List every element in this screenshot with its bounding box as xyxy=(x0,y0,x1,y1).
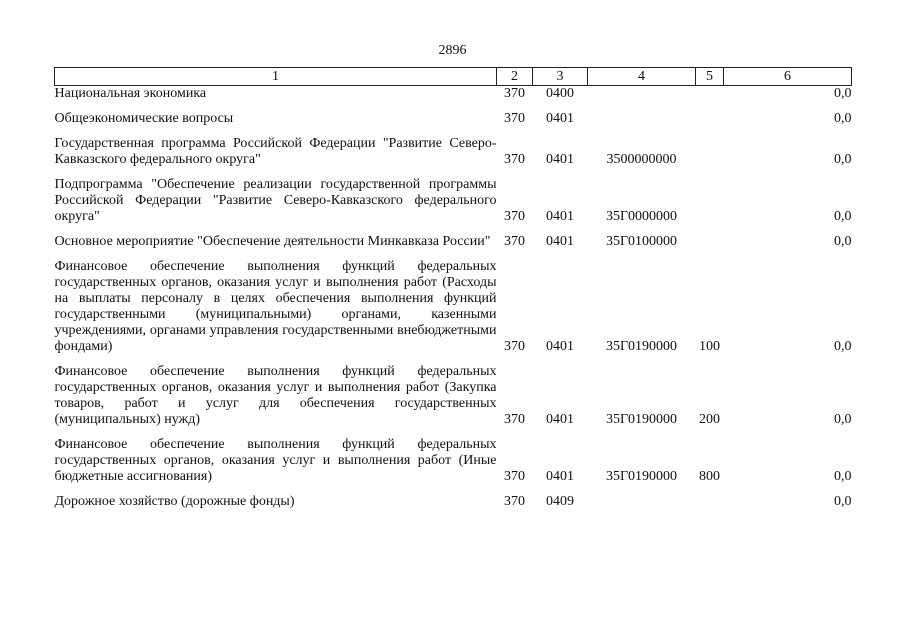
table-row xyxy=(55,494,852,510)
table-row xyxy=(55,234,852,250)
row-target-article xyxy=(588,86,696,103)
row-amount: 0,0 xyxy=(834,469,852,484)
row-amount: 0,0 xyxy=(834,339,852,354)
row-gr-code: 370 xyxy=(504,494,525,509)
row-expense-type xyxy=(696,111,724,127)
row-gr-code: 370 xyxy=(504,111,525,126)
row-gr-code: 370 xyxy=(504,152,525,167)
row-section-code: 0400 xyxy=(546,86,574,101)
row-spacer xyxy=(55,250,852,259)
row-spacer xyxy=(55,168,852,177)
row-target-article: 35Г0100000 xyxy=(605,234,678,249)
row-target-article: 35Г0000000 xyxy=(605,209,678,224)
row-spacer xyxy=(55,127,852,136)
table-row xyxy=(55,136,852,168)
header-col-1: 1 xyxy=(55,68,497,86)
row-amount: 0,0 xyxy=(834,111,852,126)
row-expense-type xyxy=(696,136,724,168)
row-name: Национальная экономика xyxy=(54,86,207,101)
row-target-article xyxy=(588,494,696,510)
row-amount: 0,0 xyxy=(834,152,852,167)
header-col-2: 2 xyxy=(497,68,533,86)
row-amount: 0,0 xyxy=(834,412,852,427)
table-header-row xyxy=(55,68,852,86)
row-section-code: 0401 xyxy=(546,339,574,354)
row-target-article: 35Г0190000 xyxy=(605,339,678,354)
row-expense-type: 800 xyxy=(699,469,720,484)
row-section-code: 0401 xyxy=(546,412,574,427)
row-gr-code: 370 xyxy=(504,234,525,249)
row-gr-code: 370 xyxy=(504,469,525,484)
row-name: Финансовое обеспечение выполнения функций федеральных государственных органов, оказания услуг и выполнения работ (Закупка товаров, работ и услуг для обеспечения государственных (муниципальных) нужд) xyxy=(54,364,497,427)
table-row xyxy=(55,177,852,225)
row-amount: 0,0 xyxy=(834,86,852,101)
row-spacer xyxy=(55,225,852,234)
row-section-code: 0401 xyxy=(546,209,574,224)
row-gr-code: 370 xyxy=(504,339,525,354)
row-expense-type: 200 xyxy=(699,412,720,427)
row-name: Финансовое обеспечение выполнения функций федеральных государственных органов, оказания услуг и выполнения работ (Иные бюджетные ассигнования) xyxy=(54,437,497,484)
row-gr-code: 370 xyxy=(504,412,525,427)
row-expense-type: 100 xyxy=(699,339,720,354)
row-name: Подпрограмма "Обеспечение реализации государственной программы Российской Федерации "Развитие Северо-Кавказского федерального округа" xyxy=(54,177,497,224)
header-col-5: 5 xyxy=(696,68,724,86)
table-row xyxy=(55,437,852,485)
row-amount: 0,0 xyxy=(834,234,852,249)
row-name: Общеэкономические вопросы xyxy=(54,111,234,126)
row-section-code: 0401 xyxy=(546,234,574,249)
row-spacer xyxy=(55,428,852,437)
row-target-article: 3500000000 xyxy=(606,152,677,167)
row-expense-type xyxy=(696,494,724,510)
row-spacer xyxy=(55,485,852,494)
row-section-code: 0401 xyxy=(546,469,574,484)
row-name: Дорожное хозяйство (дорожные фонды) xyxy=(54,494,295,509)
row-spacer xyxy=(55,355,852,364)
budget-table xyxy=(54,67,852,510)
table-row xyxy=(55,86,852,103)
page-number: 2896 xyxy=(438,43,467,58)
row-target-article: 35Г0190000 xyxy=(605,412,678,427)
row-name: Финансовое обеспечение выполнения функций федеральных государственных органов, оказания услуг и выполнения работ (Расходы на выплаты персоналу в целях обеспечения выполнения функций государственными (муниципальными) органами, казенными учреждениями, органами управления государственными внебюджетными фондами) xyxy=(54,259,497,354)
header-col-3: 3 xyxy=(533,68,588,86)
row-expense-type xyxy=(696,177,724,225)
table-row xyxy=(55,111,852,127)
row-section-code: 0401 xyxy=(546,152,574,167)
row-spacer xyxy=(55,102,852,111)
row-section-code: 0401 xyxy=(546,111,574,126)
row-name: Государственная программа Российской Федерации "Развитие Северо-Кавказского федерального округа" xyxy=(54,136,497,167)
row-gr-code: 370 xyxy=(504,209,525,224)
row-section-code: 0409 xyxy=(546,494,574,509)
row-gr-code: 370 xyxy=(504,86,525,101)
table-row xyxy=(55,259,852,355)
table-row xyxy=(55,364,852,428)
row-target-article: 35Г0190000 xyxy=(605,469,678,484)
row-target-article xyxy=(588,111,696,127)
row-expense-type xyxy=(696,234,724,250)
row-amount: 0,0 xyxy=(834,494,852,509)
row-name: Основное мероприятие "Обеспечение деятельности Минкавказа России" xyxy=(54,234,491,249)
header-col-4: 4 xyxy=(588,68,696,86)
row-expense-type xyxy=(696,86,724,103)
header-col-6: 6 xyxy=(724,68,852,86)
row-amount: 0,0 xyxy=(834,209,852,224)
